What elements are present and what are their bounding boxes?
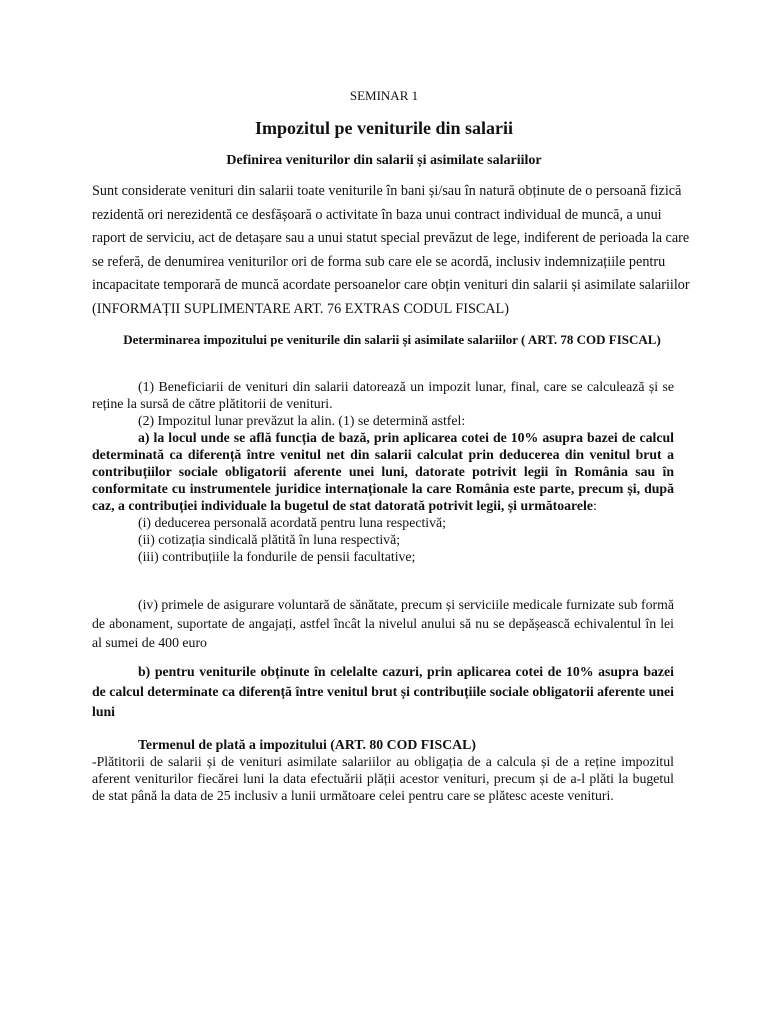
paragraph-2: (2) Impozitul lunar prevăzut la alin. (1) se determină astfel: xyxy=(138,413,466,428)
paragraph-b: b) pentru veniturile obținute în celelalte cazuri, prin aplicarea cotei de 10% asupra bazei de calcul determinate ca diferență între venitul brut și contribuțiile sociale obligatorii aferente unei luni xyxy=(92,664,674,719)
section-1-heading: Definirea veniturilor din salarii și asimilate salariilor xyxy=(226,153,542,168)
paragraph-b-block xyxy=(92,662,674,722)
page-title: Impozitul pe veniturile din salarii xyxy=(254,118,513,138)
paragraph-a-text: a) la locul unde se află funcția de bază, prin aplicarea cotei de 10% asupra bazei de calcul determinată ca diferență între venitul net din salarii calculat prin deducerea din venitul brut a contribuțiilor sociale obligatorii aferente unei luni, datorate potrivit legii în România sau în conformitate cu instrumentele juridice internaționale la care România este parte, precum și, după caz, a contribuției individuale la bugetul de stat datorată potrivit legii, și următoarele xyxy=(92,430,674,513)
section-3 xyxy=(92,736,674,804)
list-item: (ii) cotizația sindicală plătită în luna respectivă; xyxy=(138,532,401,547)
paragraph-iv-block xyxy=(92,595,674,652)
paragraph-a-colon: : xyxy=(593,498,597,513)
paragraph-last: -Plătitorii de salarii și de venituri asimilate salariilor au obligația de a calcula și de a reține impozitul aferent veniturilor fiecărei luni la data efectuării plății acestor venituri, precum și de a-l plăti la bugetul de stat până la data de 25 inclusiv a lunii următoare celei pentru care se plătesc aceste venituri. xyxy=(92,754,674,803)
paragraph-1: (1) Beneficiarii de venituri din salarii datorează un impozit lunar, final, care se calculează și se reține la sursă de către plătitorii de venituri. xyxy=(92,379,674,411)
list-item: (i) deducerea personală acordată pentru luna respectivă; xyxy=(138,515,446,530)
section-2-heading: Determinarea impozitului pe veniturile din salarii și asimilate salariilor ( ART. 78 COD FISCAL) xyxy=(123,332,661,347)
list-item: (iii) contribuțiile la fondurile de pensii facultative; xyxy=(138,549,416,564)
seminar-label: SEMINAR 1 xyxy=(349,88,419,103)
section-3-heading: Termenul de plată a impozitului (ART. 80 COD FISCAL) xyxy=(138,737,476,752)
intro-paragraph: Sunt considerate venituri din salarii toate veniturile în bani și/sau în natură obținute de o persoană fizică rezidentă ori nerezidentă ce desfășoară o activitate în baza unui contract individual de muncă, a unui raport de serviciu, act de detașare sau a unui statut special prevăzut de lege, indiferent de perioada la care se referă, de denumirea veniturilor ori de forma sub care ele se acordă, inclusiv indemnizațiile pentru incapacitate temporară de muncă acordate persoanelor care obțin venituri din salarii și asimilate salariilor (INFORMAȚII SUPLIMENTARE ART. 76 EXTRAS CODUL FISCAL) xyxy=(92,183,690,317)
section-2-body xyxy=(92,378,674,565)
paragraph-iv: (iv) primele de asigurare voluntară de sănătate, precum și serviciile medicale furnizate sub formă de abonament, suportate de angajați, astfel încât la nivelul anului să nu se depășească echivalentul în lei al sumei de 400 euro xyxy=(92,597,674,650)
paragraph-a xyxy=(92,429,674,514)
